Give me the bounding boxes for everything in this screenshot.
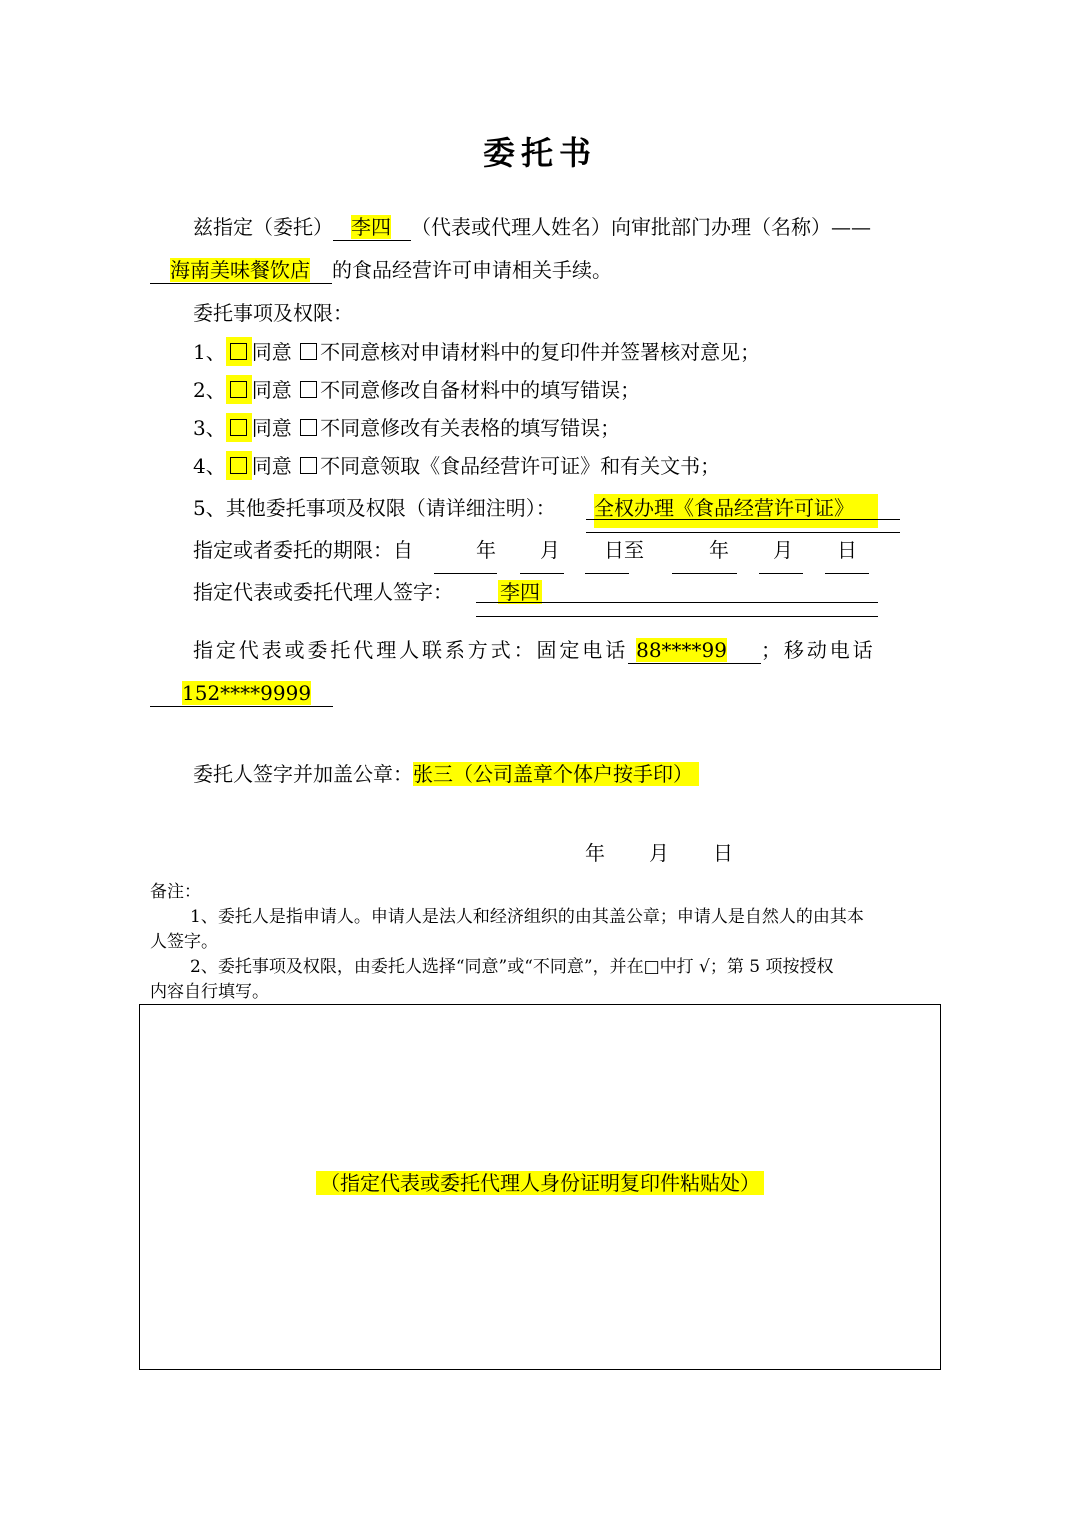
underline xyxy=(586,532,900,533)
disagree-checkbox[interactable] xyxy=(300,419,317,436)
note-1-continued: 人签字。 xyxy=(150,932,218,952)
underline xyxy=(434,573,497,574)
delegation-line xyxy=(193,213,871,241)
scope-header: 委托事项及权限： xyxy=(193,301,353,325)
scope-item xyxy=(193,413,620,442)
other-scope-label: 5、其他委托事项及权限（请详细注明）： xyxy=(193,496,556,520)
underline xyxy=(672,573,737,574)
contact-label: 指定代表或委托代理人联系方式：固定电话 xyxy=(193,638,629,662)
landline-value: 88****99 xyxy=(636,638,728,662)
signature-line xyxy=(193,578,453,606)
note-2-continued: 内容自行填写。 xyxy=(150,982,269,1002)
note-1: 1、委托人是指申请人。申请人是法人和经济组织的由其盖公章；申请人是自然人的由其本 xyxy=(190,907,864,927)
disagree-checkbox[interactable] xyxy=(300,381,317,398)
contact-line xyxy=(193,636,876,664)
item-text: 修改自备材料中的填写错误； xyxy=(380,378,641,402)
agree-checkbox[interactable] xyxy=(226,451,252,480)
disagree-label: 不同意 xyxy=(320,454,381,478)
day-label: 日 xyxy=(837,538,857,562)
delegation-suffix: （代表或代理人姓名）向审批部门办理（名称）—— xyxy=(411,215,871,239)
notes-header: 备注： xyxy=(150,882,201,902)
agree-label: 同意 xyxy=(251,416,292,440)
item-number: 4、 xyxy=(193,454,226,478)
landline-field[interactable] xyxy=(628,637,761,664)
mobile-field[interactable] xyxy=(150,680,333,707)
disagree-checkbox[interactable] xyxy=(300,457,317,474)
month-label: 月 xyxy=(649,841,669,865)
mobile-label: ；移动电话 xyxy=(761,638,876,662)
principal-label: 委托人签字并加盖公章： xyxy=(193,762,413,786)
underline xyxy=(520,573,564,574)
month-label: 月 xyxy=(540,538,560,562)
id-copy-label-text: （指定代表或委托代理人身份证明复印件粘贴处） xyxy=(316,1171,764,1195)
company-suffix: 的食品经营许可申请相关手续。 xyxy=(332,258,612,282)
period-line xyxy=(193,536,857,564)
item-number: 1、 xyxy=(193,340,226,364)
scope-item xyxy=(193,451,720,480)
disagree-label: 不同意 xyxy=(320,416,381,440)
disagree-checkbox[interactable] xyxy=(300,343,317,360)
agree-label: 同意 xyxy=(251,340,292,364)
page-title: 委托书 xyxy=(482,134,597,172)
mobile-value: 152****9999 xyxy=(182,681,312,705)
underline xyxy=(759,573,803,574)
delegation-prefix: 兹指定（委托） xyxy=(193,215,333,239)
id-copy-label xyxy=(140,1167,940,1196)
agree-label: 同意 xyxy=(251,454,292,478)
delegate-name-field[interactable] xyxy=(333,214,411,241)
other-scope-field[interactable] xyxy=(594,494,878,528)
period-label: 指定或者委托的期限：自 xyxy=(193,538,413,562)
item-text: 修改有关表格的填写错误； xyxy=(380,416,621,440)
signature-label: 指定代表或委托代理人签字： xyxy=(193,580,453,604)
scope-item xyxy=(193,337,760,366)
year-label: 年 xyxy=(476,538,496,562)
item-number: 3、 xyxy=(193,416,226,440)
company-name-field[interactable] xyxy=(150,257,332,284)
underline xyxy=(476,616,878,617)
principal-value[interactable]: 张三（公司盖章个体户按手印） xyxy=(413,762,699,786)
year-label: 年 xyxy=(585,841,605,865)
month-label: 月 xyxy=(773,538,793,562)
disagree-label: 不同意 xyxy=(320,340,381,364)
note-2: 2、委托事项及权限，由委托人选择“同意”或“不同意”，并在□中打 √；第 5 项按授权 xyxy=(190,957,834,977)
other-scope-value: 全权办理《食品经营许可证》 xyxy=(594,496,854,520)
item-text: 核对申请材料中的复印件并签署核对意见； xyxy=(380,340,761,364)
underline xyxy=(585,573,629,574)
company-name: 海南美味餐饮店 xyxy=(170,258,310,282)
date-line xyxy=(585,839,733,867)
scope-item-other xyxy=(193,494,556,522)
id-copy-paste-area xyxy=(139,1004,941,1370)
underline xyxy=(825,573,869,574)
year-label: 年 xyxy=(709,538,729,562)
underline xyxy=(586,519,900,520)
principal-line xyxy=(193,760,699,788)
mobile-line xyxy=(150,679,333,707)
signature-value: 李四 xyxy=(500,580,540,604)
delegate-name: 李四 xyxy=(351,215,391,239)
agree-checkbox[interactable] xyxy=(226,413,252,442)
item-text: 领取《食品经营许可证》和有关文书； xyxy=(380,454,721,478)
day-to-label: 日至 xyxy=(604,538,644,562)
disagree-label: 不同意 xyxy=(320,378,381,402)
company-line xyxy=(150,256,612,284)
agree-checkbox[interactable] xyxy=(226,337,252,366)
underline xyxy=(476,602,878,603)
day-label: 日 xyxy=(713,841,733,865)
scope-item xyxy=(193,375,640,404)
item-number: 2、 xyxy=(193,378,226,402)
agree-label: 同意 xyxy=(251,378,292,402)
agree-checkbox[interactable] xyxy=(226,375,252,404)
